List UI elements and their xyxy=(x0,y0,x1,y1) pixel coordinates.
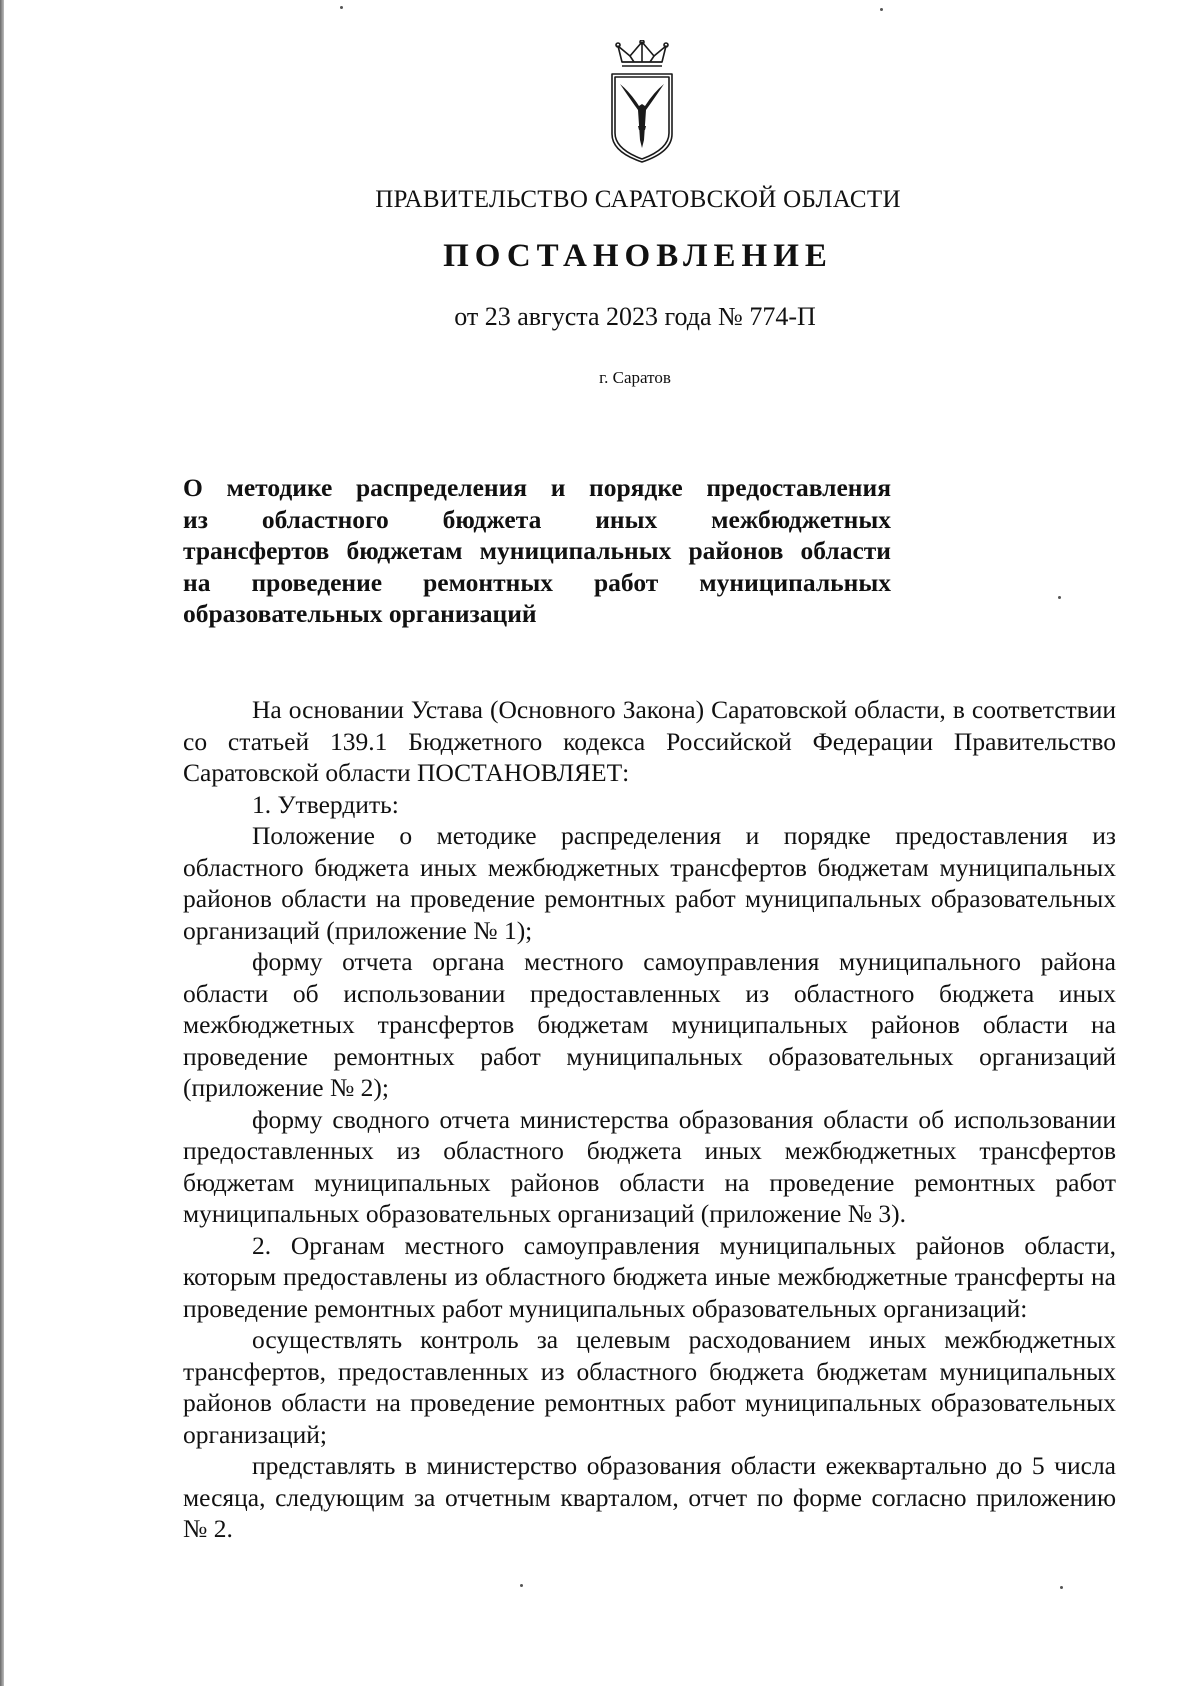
scan-speck xyxy=(340,6,343,9)
title-line: О методике распределения и порядке предоставления xyxy=(183,473,891,502)
title-line: трансфертов бюджетам муниципальных районов области xyxy=(183,536,891,565)
title-line: образовательных организаций xyxy=(183,599,537,628)
title-line: на проведение ремонтных работ муниципальных xyxy=(183,567,891,597)
title-line: из областного бюджета иных межбюджетных xyxy=(183,504,891,534)
document-title xyxy=(183,472,891,630)
paragraph-item-1-appendix-2: форму отчета органа местного самоуправления муниципального района области об использовании предоставленных из областного бюджета иных межбюджетных трансфертов бюджетам муниципальных районов области на проведение ремонтных работ муниципальных образовательных организаций (приложение № 2); xyxy=(183,947,1116,1102)
scan-speck xyxy=(880,8,883,11)
document-type-heading: ПОСТАНОВЛЕНИЕ xyxy=(443,238,833,274)
saratov-coat-of-arms-icon xyxy=(604,40,680,164)
scan-speck xyxy=(1060,1586,1063,1589)
document-date-number: от 23 августа 2023 года № 774-П xyxy=(454,302,816,331)
document-body xyxy=(183,694,1116,1545)
organization-name: ПРАВИТЕЛЬСТВО САРАТОВСКОЙ ОБЛАСТИ xyxy=(375,186,901,213)
paragraph-item-1: 1. Утвердить: xyxy=(252,789,399,819)
paragraph-item-2: 2. Органам местного самоуправления муниципальных районов области, которым предоставлены из областного бюджета иные межбюджетные трансферты на проведение ремонтных работ муниципальных образовательных организаций: xyxy=(183,1230,1116,1323)
paragraph-preamble: На основании Устава (Основного Закона) Саратовской области, в соответствии со статьей 139.1 Бюджетного кодекса Российской Федерации Правительство Саратовской области ПОСТАНОВЛЯЕТ: xyxy=(183,695,1116,787)
paragraph-item-1-appendix-3: форму сводного отчета министерства образования области об использовании предоставленных из областного бюджета иных межбюджетных трансфертов бюджетам муниципальных районов области на проведение ремонтных работ муниципальных образовательных организаций (приложение № 3). xyxy=(183,1104,1116,1228)
paragraph-item-2-control: осуществлять контроль за целевым расходованием иных межбюджетных трансфертов, предоставленных из областного бюджета бюджетам муниципальных районов области на проведение ремонтных работ муниципальных образовательных организаций; xyxy=(183,1325,1116,1449)
scan-speck xyxy=(1058,596,1061,599)
scan-speck xyxy=(520,1584,523,1587)
paragraph-item-1-appendix-1: Положение о методике распределения и порядке предоставления из областного бюджета иных межбюджетных трансфертов бюджетам муниципальных районов области на проведение ремонтных работ муниципальных образовательных организаций (приложение № 1); xyxy=(183,821,1116,945)
paragraph-item-2-report: представлять в министерство образования области ежеквартально до 5 числа месяца, следующим за отчетным кварталом, отчет по форме согласно приложению № 2. xyxy=(183,1451,1116,1543)
document-city: г. Саратов xyxy=(599,368,671,387)
